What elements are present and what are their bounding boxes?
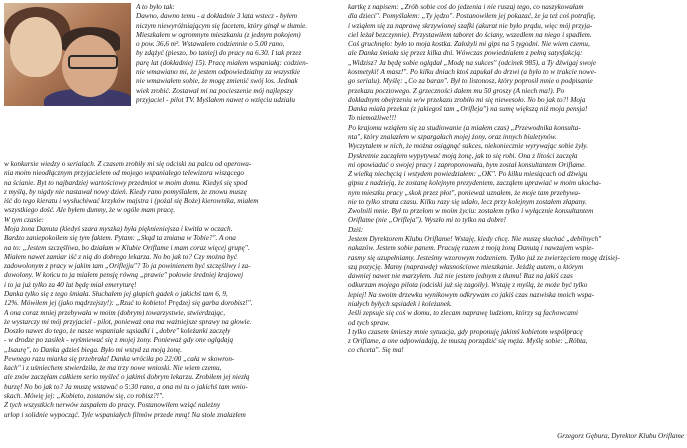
text-line: ale znów zaczęłam całkiem serio myśleć o jakimś dobrym lekarzu. Zrobiłem jej niezłą [4, 373, 250, 382]
text-line: Z wielką niechęcią i wstydem powiedziałem: „OK". Po kilku miesiącach od dźwigu [348, 170, 588, 179]
text-line: zadowolonym z pracy w jakim tam „Oriflejju"? To ja powinienem być szczęśliwy i za- [4, 262, 251, 271]
text-line: od tych spraw. [348, 318, 390, 327]
text-line: szą pozycję. Mamy (naprawdę) własnościowe mieszkanie. Jeżdżę autem, o którym [348, 262, 584, 271]
text-line: ciel leżał bezczynnie). Przystawiłem taboret do ściany, wszedłem na niego i spadłem. [348, 30, 592, 39]
text-line: kosmetyki! A masz!". Po kilku dniach ktoś zapukał do drzwi (a było to w trakcie nowe- [348, 67, 597, 76]
text-line: Miałem nawet zamiar iść z nią do dobrego lekarza. No bo jak to? Czy można być [4, 252, 237, 261]
text-line: nie wmawiałem sobie, że mogę zmienić swój los. Jednak [136, 77, 298, 86]
text-line: gipsu z nadzieją, że zostanę kolejnym prezydentem, zacząłem uprawiać w moim ukocha- [348, 179, 602, 188]
text-line: nym mieszku pracy „skok przez płot", ponieważ uznałem, że moje tam przebywa- [348, 188, 581, 197]
text-line: „Widzisz? Ja będę sobie oglądał „Modę na sukces" (odcinek 985), a Ty dźwigaj swoje [348, 58, 597, 67]
text-line: Jestem Dyrektorem Klubu Oriflame! Wstaję, kiedy chcę. Nie muszę słuchać „debilnych" [348, 235, 602, 244]
text-line: Dawno, dawno temu - a dokładnie 3 lata wstecz - byłem [136, 12, 298, 21]
text-line: A to było tak: [136, 3, 175, 11]
text-line: 12%. Mówiłem jej (jako mądrzejszy!): „Rzuć to kobieto! Prędzej się garba dorobisz!". [4, 299, 253, 308]
text-line: Z tych wszystkich nerwów zaspałem do pracy. Postanowiłem wziąć należny [4, 401, 221, 410]
text-line: Danka miała przekaz (z jakiegoś tam „Oriflejа") na sumę większą niż moja pensja! [348, 105, 588, 114]
text-line: W tym czasie: [4, 215, 44, 224]
text-line: nie wmawiano mi, że jestem odpowiedzialny za wszystkie [136, 67, 301, 76]
text-line: Mieszkałem w ogromnym mieszkaniu (z jednym pokojem) [136, 30, 301, 39]
couple-photo [4, 3, 131, 106]
text-line: i wziąłem się za naprawę skrzywionej szafki (akurat nie było prądu, więc mój przyja- [348, 21, 593, 30]
text-line: odkurzam mojego pilota (odciski już się zagoiły). Wstaję z myślą, że może być tylko [348, 281, 588, 290]
text-line: rasmy się uzupełniamy. Jesteśmy wzorowym rodzeniem. Tylko już ze zwierzęciem mogę dzisiej- [348, 253, 620, 262]
text-line: niczym niewyróżniającym się facetem, który ginął w tłumie. [136, 21, 308, 30]
text-line: To niemożliwe!!! [348, 114, 397, 123]
text-line: przyjaciel - pilot TV. Myślałem nawet o wzięciu udziału [136, 95, 295, 104]
text-line: Oriflame (nie „Oriflejа"). Wyszło mi to tylko na dobre! [348, 216, 506, 225]
text-line: przekazu pocztowego. Z grzeczności dałem mu 50 groszy (A niech ma!). Po [348, 86, 565, 95]
text-line: Bardzo zaniepokoiłem się tym faktem. Pytam: „Skąd ta zmiana w Tobie?". A ona [4, 234, 236, 243]
text-line: - w drodze po zasiłek - wyśmiewać się z mojej żony. Ponieważ gdy one oglądają [4, 336, 234, 345]
text-line: Moja żona Danuta (kiedyś szara myszka) była pięknieniejsza i kwitła w oczach. [4, 224, 233, 233]
text-line: kartkę z napisem: „Zrób sobie coś do jedzenia i nie ruszaj tego, co naszykowałam [348, 3, 584, 11]
text-line: lepiej! Na swoim drzewku wynikowym odkrywam co jakiś czas nazwiska moich wspa- [348, 290, 595, 299]
text-line: nta", który znalazłem w szpargałach mojej żony, oraz innych biuletynów. [348, 132, 557, 141]
text-line: dowolony. W końcu to ja miałem pensję równą „prawie" połowie średniej krajowej [4, 271, 244, 280]
text-line: dawniej nawet nie marzyłem. Już nie jestem jednym z tłumu! Raz na jakiś czas [348, 272, 573, 281]
text-line: Dyskretnie zacząłem wypytywać moją żonę, jak to się robi. Ona z litości zaczęła [348, 151, 578, 160]
text-line: iść do tego kieratu i wysłuchiwać krzyków majstra i (pożal się Boże) kierownika, miałem [4, 197, 259, 206]
text-line: nie to tylko strata czasu. Kilku razy się udało, lecz przy kolejnym zostałem złapany. [348, 197, 587, 206]
woman-face [10, 17, 62, 77]
text-line: kach" i z uśmiechem stwierdziła, że ma trzy nowe wnioski. Nie wiem czemu, [4, 364, 222, 373]
text-line: Danka tylko się z tego śmiała. Słuchałem jej głupich gadek o jakichś tam 6, 9, [4, 289, 228, 298]
text-line: Doszło nawet do tego, że nasze wspaniałe sąsiadki i „dobre" koleżanki zaczęły [4, 327, 231, 336]
text-line: i to ja już tylko za 40 lat będę miał emeryturę! [4, 280, 137, 289]
text-line: by zdążyć (pieszo, bo taniej) do pracy na 6.30. I tak przez [136, 49, 302, 58]
text-line: Pewnego razu miarka się przebrała! Danka wróciła po 22:00 „cała w skowron- [4, 354, 235, 363]
text-line: co chceta". Się ma! [348, 346, 404, 355]
text-line: na to: „Jestem szczęśliwa, bo działam w Klubie Oriflame i mam coraz więcej grupę". [4, 243, 250, 252]
text-line: wszystkiego dość. Ale byłem dumny, że w ogóle mam pracę. [4, 206, 176, 215]
text-line: z Oriflame, a one odpowiadają, że muszą porządzić się męża. Myślę sobie: „Róbta, [348, 337, 588, 346]
text-line: dokładnym obejrzeniu w/w przekazu zrobiło mi się niewesoło. No bo jak to?! Moja [348, 95, 586, 104]
author-signature: Grzegorz Gębura, Dyrektor Klubu Oriflame [557, 432, 684, 440]
text-line: że wystarczy mi mój przyjaciel - pilot, ponieważ ona ma ważniejsze sprawy na głowie. [4, 317, 252, 326]
article-column-left-top [136, 3, 344, 105]
text-line: parę lat (dokładniej 15). Pracę miałem wspaniałą: codzien- [136, 58, 309, 67]
glasses-icon [68, 55, 118, 69]
article-column-left-bottom [4, 160, 344, 420]
text-line: nakazów. Jestem sobie panem. Pracuję razem z moją żoną Danutą i nawzajem wspie- [348, 244, 594, 253]
text-line: „Isaurę", to Danka gdzieś biega. Było mi wstyd za moją żonę. [4, 345, 183, 354]
text-line: ale Danka śmiała się przez kilka dni. Wówczas powiedziałem z pełną satysfakcją: [348, 49, 583, 58]
text-line: A ona coraz mniej przebywała w moim (dobrym) towarzystwie, stwierdzając, [4, 308, 226, 317]
text-line: Dziś: [348, 225, 364, 234]
text-line: mi opowiadać o swojej pracy i zaproponowała, bym został konsultantem Oriflame. [348, 160, 587, 169]
text-line: Po krajomu wziąłem się za studiowanie (a miałem czas) „Przewodnika konsulta- [348, 123, 581, 132]
text-line: wiek zrobić. Zostawał mi na pocieszenie mój najlepszy [136, 86, 293, 95]
text-line: skach. Mówię jej: „Kobieto, zostanów się, co robisz?!". [4, 392, 164, 401]
text-line: Wyczytałem w nich, że można osiągnąć sukces, niekoniecznie wyrywając sobie żyły. [348, 142, 588, 151]
text-line: burzę! No bo jak to? Ja muszę wstawać o 5:30 rano, a ona mi tu o jakichś tam wnio- [4, 382, 248, 391]
article-column-right [348, 3, 684, 356]
text-line: Zwolnili mnie. Był to przełom w moim życiu: zostałem tylko i wyłącznie konsultantem [348, 207, 594, 216]
text-line: Jeśli zepsuje się coś w domu, to zlecam naprawę ludziom, którzy są fachowcami [348, 309, 578, 318]
text-line: I tylko czasem śmieszy mnie sytuacja, gdy proponuję jakimś kobietom współpracę [348, 327, 583, 336]
text-line: dla dzieci". Pomyślałem: „Ty jędzo". Postanowiłem jej pokazać, że ja też coś potrafię, [348, 12, 596, 21]
text-line: niałych byłych sąsiadek i koleżanek. [348, 300, 452, 308]
text-line: go serialu). Myślę: „Co za baran". Był to listonosz, który poprosił mnie o podpisanie [348, 77, 593, 86]
text-line: urlop i solidnie wypocząć. Tyle wspaniałych filmów przede mną! Na stole znalazłem [4, 410, 246, 419]
text-line: nia moim nieodłącznym przyjacielem od mojego wspaniałego telewizora wiszącego [4, 169, 244, 178]
text-line: w konkursie wiedzy o serialach. Z czasem zrobiły mi się odciski na palcu od operowa- [4, 160, 252, 168]
text-line: Coś gruchnęło: było to moja kostka. Założyli mi gips na 5 tygodni. Nie wiem czemu, [348, 40, 590, 49]
text-line: na ścianie. Byt to najbardziej wartościowy przedmiot w moim domu. Kiedyś się spod [4, 178, 248, 187]
text-line: o pow. 36,6 m². Wstawałem codziennie o 5.00 rano, [136, 40, 285, 49]
text-line: z myślą, by nigdy nie nastawał nowy dzień. Kiedy rano pomyślałem, że znowu muszę [4, 187, 247, 196]
